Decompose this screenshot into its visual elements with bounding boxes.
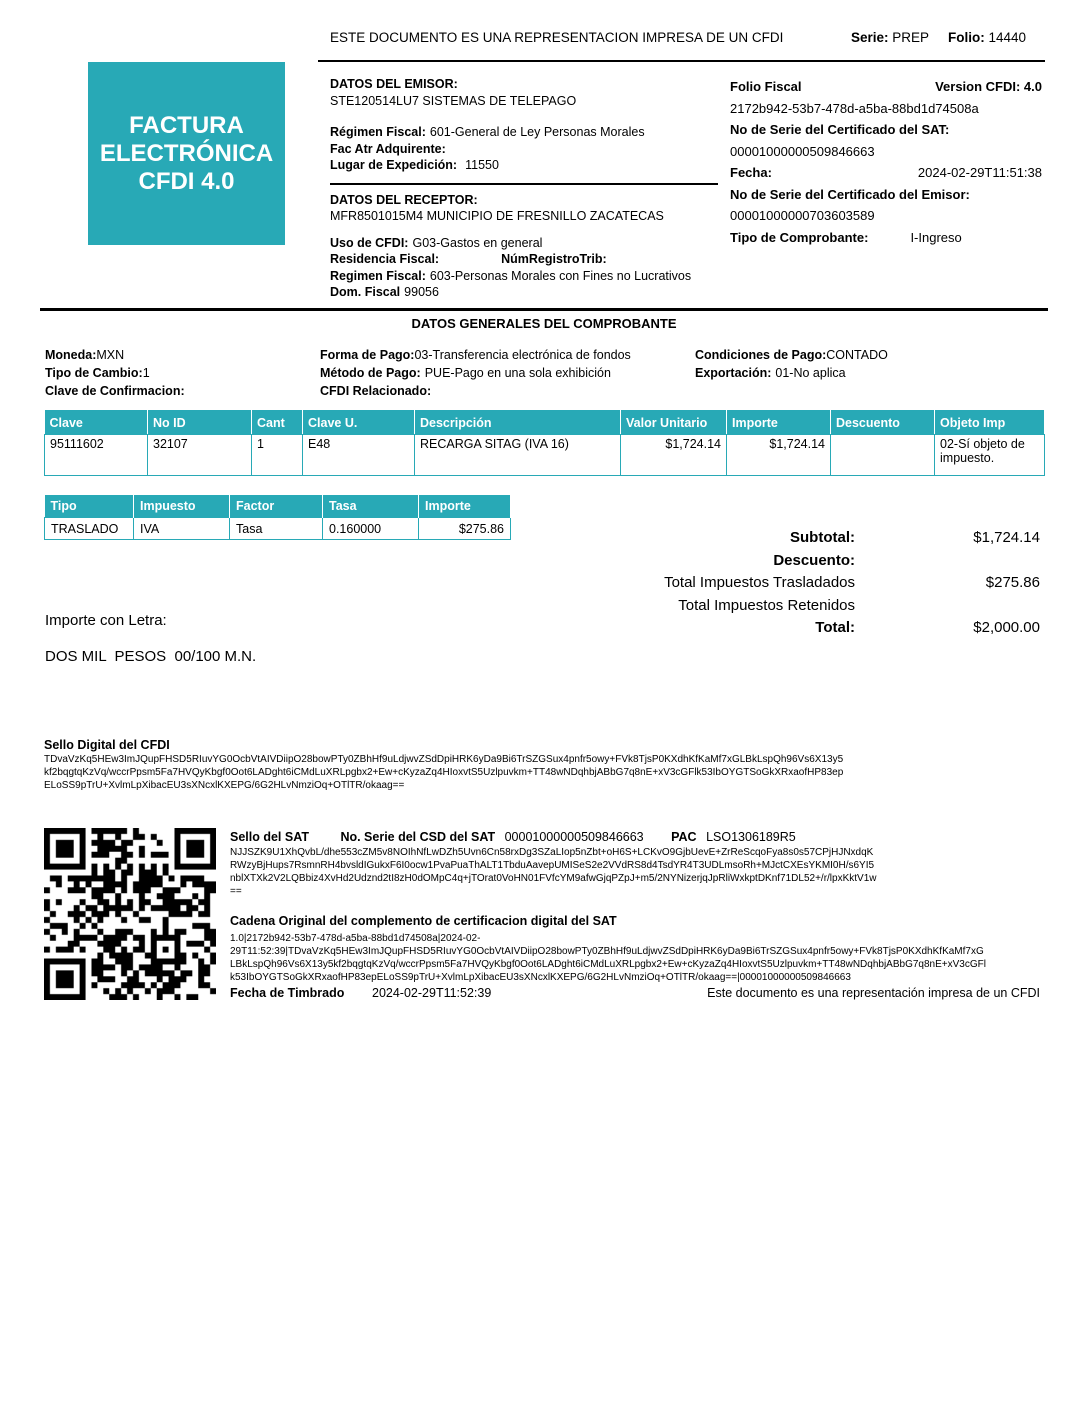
lugar-expedicion bbox=[330, 157, 718, 174]
dom-fiscal-label: Dom. Fiscal bbox=[330, 285, 401, 299]
metodo-pago-value: PUE-Pago en una sola exhibición bbox=[424, 366, 611, 380]
residencia-fiscal-label: Residencia Fiscal: bbox=[330, 252, 440, 266]
dom-fiscal-value: 99056 bbox=[404, 285, 439, 299]
sello-cfdi-line: kf2bqgtqKzVq/wccrPpsm5Fa7HVQyKbgf0Oot6LADght6iCMdLuXRLpgbx2+Ew+cKyzaZq4HIoxvtS5Uzlpuvkm+TT48wNDqhbjABbG7q8nE+xV3cGFlk53IbOYGTSoGkXRxaofHP83ep bbox=[44, 767, 844, 778]
lugar-expedicion-value: 11550 bbox=[465, 158, 499, 172]
retenidos-row bbox=[560, 595, 1040, 618]
sello-cfdi-line: TDvaVzKq5HEw3ImJQupFHSD5RIuvYG0OcbVtAIVDiipO28bowPTy0ZBhHf9uLdjwvZSdDpiHRK6yDa9Bi6TrSZGSux4pnfr5owy+FVk8TjsP0KXdhKfKaMf7xGLBkLspQh96Vs6X13y5 bbox=[44, 754, 844, 765]
sello-sat-line: RWzyBjHups7RsmnRH4bvsldIGukxF6I0ocw1PvaPuaThALT1TbduAavepUMISeS2e2VVdRS8d4TsdYR4T3UDLmsoRh+MJctCXEsYKMI0H/s6YI5 bbox=[230, 860, 875, 871]
cadena-line: 1.0|2172b942-53b7-478d-a5ba-88bd1d74508a|2024-02- bbox=[230, 933, 481, 944]
sello-cfdi-title: Sello Digital del CFDI bbox=[44, 738, 170, 752]
fecha-label: Fecha: bbox=[730, 165, 772, 180]
folio-fiscal-value: 2172b942-53b7-478d-a5ba-88bd1d74508a bbox=[730, 100, 979, 116]
cadena-line: k53IbOYGTSoGkXRxaofHP83epELoSS9pTrU+XvlmLpXibacEU3sXNcxlKXEPG/6G2HLvNmziOq+OTlTR/okaag==|00001000000509846663 bbox=[230, 972, 851, 983]
dom-fiscal bbox=[330, 284, 718, 301]
col-no-id: No ID bbox=[148, 411, 252, 435]
descuento-label: Descuento: bbox=[773, 551, 855, 569]
serie-label: Serie: bbox=[851, 30, 889, 45]
cell-descripcion: RECARGA SITAG (IVA 16) bbox=[415, 435, 621, 476]
col-importe: Importe bbox=[727, 411, 831, 435]
cell-objeto-imp: 02-Sí objeto de impuesto. bbox=[935, 435, 1045, 476]
csd-sat-label: No. Serie del CSD del SAT bbox=[340, 830, 496, 844]
col-tipo: Tipo bbox=[45, 495, 134, 518]
receptor-divider bbox=[330, 183, 718, 185]
emisor-cert-label: No de Serie del Certificado del Emisor: bbox=[730, 186, 970, 202]
emisor-receptor-column bbox=[330, 76, 718, 301]
receptor-regimen bbox=[330, 268, 718, 285]
descuento-value bbox=[855, 550, 1040, 573]
col-descuento: Descuento bbox=[831, 411, 935, 435]
tax-row bbox=[45, 518, 511, 540]
col-cant: Cant bbox=[252, 411, 303, 435]
generales-col3 bbox=[695, 346, 888, 382]
col-valor-unitario: Valor Unitario bbox=[621, 411, 727, 435]
fecha-value: 2024-02-29T11:51:38 bbox=[917, 165, 1042, 180]
col-descripcion: Descripción bbox=[415, 411, 621, 435]
subtotal-value: $1,724.14 bbox=[973, 529, 1040, 546]
sello-sat-block bbox=[230, 830, 1048, 898]
csd-sat-value: 00001000000509846663 bbox=[504, 830, 644, 844]
col-clave: Clave bbox=[45, 411, 148, 435]
fiscal-column bbox=[730, 76, 1042, 248]
trasladados-row bbox=[560, 572, 1040, 595]
tax-table bbox=[44, 495, 511, 540]
col-objeto-imp: Objeto Imp bbox=[935, 411, 1045, 435]
totals-block bbox=[560, 527, 1040, 640]
condiciones-pago-value: CONTADO bbox=[826, 348, 888, 362]
uso-cfdi-value: G03-Gastos en general bbox=[412, 235, 543, 250]
folio-label: Folio: bbox=[948, 30, 985, 45]
generales-col2 bbox=[320, 346, 631, 400]
serie-field bbox=[851, 30, 929, 45]
emisor-cert-value: 00001000000703603589 bbox=[730, 208, 875, 223]
generales-col1 bbox=[45, 346, 185, 400]
exportacion-label: Exportación: bbox=[695, 366, 772, 380]
serie-value: PREP bbox=[892, 30, 930, 45]
retenidos-value bbox=[855, 595, 1040, 618]
cell-no-id: 32107 bbox=[148, 435, 252, 476]
item-row bbox=[45, 435, 1045, 476]
sat-cert-label: No de Serie del Certificado del SAT: bbox=[730, 122, 950, 137]
descuento-row bbox=[560, 550, 1040, 573]
items-header-row bbox=[45, 411, 1045, 435]
pac-value: LSO1306189R5 bbox=[706, 830, 796, 844]
residencia-numregistro bbox=[330, 251, 718, 268]
cell-importe: $1,724.14 bbox=[727, 435, 831, 476]
sello-sat-line: NJJSZK9U1XhQvbL/dhe553cZM5v8NOIhNfLwDZh5Uvn6Cn58rxDg3SZaLIop5nZbt+oH6S+LCKvO9GjbUevE+ZrReScqoFya8s0s57CPjHJNxdqK bbox=[230, 847, 874, 858]
emisor-regimen bbox=[330, 124, 718, 141]
col-tax-importe: Importe bbox=[419, 495, 511, 518]
tax-header-row bbox=[45, 495, 511, 518]
sello-sat-line: nblXTXk2V2LQBbiz4XvHd2Udznd2tI8zH0dOMpC4q+jTOrat0VoHN01FVfcYM9afwGjqPZpJ+m5/2NYNizerjqJpRliWxkptDKnf71DL52+/r/lpxKktV1w bbox=[230, 873, 877, 884]
pac-label: PAC bbox=[671, 830, 697, 844]
condiciones-pago-label: Condiciones de Pago: bbox=[695, 348, 827, 362]
items-table bbox=[44, 410, 1045, 476]
trasladados-value: $275.86 bbox=[985, 574, 1040, 591]
col-tasa: Tasa bbox=[323, 495, 419, 518]
cell-valor-unitario: $1,724.14 bbox=[621, 435, 727, 476]
folio-value: 14440 bbox=[988, 30, 1027, 45]
badge-line-3: CFDI 4.0 bbox=[138, 167, 235, 195]
sello-cfdi-line: ELoSS9pTrU+XvlmLpXibacEU3sXNcxlKXEPG/6G2HLvNmziOq+OTlTR/okaag== bbox=[44, 780, 405, 791]
total-value: $2,000.00 bbox=[973, 619, 1040, 636]
fac-atr-label: Fac Atr Adquirente: bbox=[330, 141, 446, 156]
importe-letra-value: DOS MIL PESOS 00/100 M.N. bbox=[45, 648, 257, 665]
subtotal-row bbox=[560, 527, 1040, 550]
total-label: Total: bbox=[815, 619, 855, 636]
receptor-name: MFR8501015M4 MUNICIPIO DE FRESNILLO ZACATECAS bbox=[330, 209, 664, 223]
exportacion-value: 01-No aplica bbox=[775, 366, 846, 380]
regimen-fiscal-value: 601-General de Ley Personas Morales bbox=[429, 125, 645, 139]
forma-pago-label: Forma de Pago: bbox=[320, 348, 415, 362]
numregistrotrib-label: NúmRegistroTrib: bbox=[501, 252, 607, 266]
tipo-comprobante bbox=[730, 227, 1042, 249]
sello-sat-line: == bbox=[230, 886, 242, 897]
cadena-title: Cadena Original del complemento de certificacion digital del SAT bbox=[230, 914, 617, 928]
importe-letra-label: Importe con Letra: bbox=[45, 612, 167, 629]
cell-tax-importe: $275.86 bbox=[419, 518, 511, 540]
header-divider bbox=[318, 60, 1045, 62]
cell-descuento bbox=[831, 435, 935, 476]
subtotal-label: Subtotal: bbox=[790, 529, 855, 546]
cell-tipo: TRASLADO bbox=[45, 518, 134, 540]
receptor-regimen-label: Regimen Fiscal: bbox=[330, 268, 426, 283]
fecha-timbrado-value: 2024-02-29T11:52:39 bbox=[372, 986, 492, 1000]
tipo-cambio-value: 1 bbox=[142, 366, 150, 380]
moneda-value: MXN bbox=[96, 348, 125, 362]
fecha-timbrado-label: Fecha de Timbrado bbox=[230, 986, 345, 1000]
cadena-original-block bbox=[230, 914, 1048, 984]
sello-cfdi-block bbox=[44, 738, 1048, 792]
badge-line-2: ELECTRÓNICA bbox=[99, 139, 274, 167]
receptor-regimen-value: 603-Personas Morales con Fines no Lucrativos bbox=[429, 268, 692, 283]
tipo-comprobante-label: Tipo de Comprobante: bbox=[730, 229, 869, 245]
badge-line-1: FACTURA bbox=[129, 111, 244, 139]
generales-divider bbox=[40, 308, 1048, 311]
lugar-expedicion-label: Lugar de Expedición: bbox=[330, 158, 458, 172]
regimen-fiscal-label: Régimen Fiscal: bbox=[330, 125, 426, 139]
generales-title: DATOS GENERALES DEL COMPROBANTE bbox=[411, 316, 677, 331]
sello-sat-title: Sello del SAT bbox=[230, 830, 309, 844]
version-cfdi-label: Version CFDI: 4.0 bbox=[935, 79, 1042, 94]
cell-cant: 1 bbox=[252, 435, 303, 476]
col-impuesto: Impuesto bbox=[134, 495, 230, 518]
col-factor: Factor bbox=[230, 495, 323, 518]
receptor-title: DATOS DEL RECEPTOR: bbox=[330, 192, 478, 207]
trasladados-label: Total Impuestos Trasladados bbox=[664, 574, 855, 591]
emisor-name: STE120514LU7 SISTEMAS DE TELEPAGO bbox=[330, 93, 577, 108]
qr-code bbox=[44, 828, 216, 1000]
forma-pago-value: 03-Transferencia electrónica de fondos bbox=[414, 348, 631, 362]
top-note: ESTE DOCUMENTO ES UNA REPRESENTACION IMPRESA DE UN CFDI bbox=[330, 30, 784, 45]
cell-tasa: 0.160000 bbox=[323, 518, 419, 540]
cell-factor: Tasa bbox=[230, 518, 323, 540]
tipo-cambio-label: Tipo de Cambio: bbox=[45, 366, 143, 380]
footer-note: Este documento es una representación impresa de un CFDI bbox=[707, 986, 1040, 1000]
sat-cert-value: 00001000000509846663 bbox=[730, 143, 875, 159]
total-row bbox=[560, 617, 1040, 640]
cadena-line: 29T11:52:39|TDvaVzKq5HEw3ImJQupFHSD5RIuvYG0OcbVtAIVDiipO28bowPTy0ZBhHf9uLdjwvZSdDpiHRK6yDa9Bi6TrSZGSux4pnfr5owy+FVk8TjsP0KXdhKfKaMf7xG bbox=[230, 946, 984, 957]
factura-electronica-badge bbox=[88, 62, 285, 245]
cell-clave-u: E48 bbox=[303, 435, 415, 476]
uso-cfdi-label: Uso de CFDI: bbox=[330, 235, 409, 250]
cfdi-relacionado-label: CFDI Relacionado: bbox=[320, 384, 432, 398]
cell-clave: 95111602 bbox=[45, 435, 148, 476]
folio-field bbox=[948, 30, 1026, 45]
clave-confirmacion-label: Clave de Confirmacion: bbox=[45, 384, 185, 398]
tipo-comprobante-value: I-Ingreso bbox=[910, 229, 962, 245]
folio-fiscal-label: Folio Fiscal bbox=[730, 79, 802, 94]
metodo-pago-label: Método de Pago: bbox=[320, 366, 421, 380]
moneda-label: Moneda: bbox=[45, 348, 97, 362]
sello-sat-header bbox=[230, 830, 1048, 844]
cell-impuesto: IVA bbox=[134, 518, 230, 540]
uso-cfdi bbox=[330, 235, 718, 252]
col-clave-u: Clave U. bbox=[303, 411, 415, 435]
cadena-line: LBkLspQh96Vs6X13y5kf2bqgtqKzVq/wccrPpsm5Fa7HVQyKbgf0Oot6LADght6iCMdLuXRLpgbx2+Ew+cKyzaZq4HIoxvtS5Uzlpuvkm+TT48wNDqhbjABbG7q8nE+xV3cGFl bbox=[230, 959, 986, 970]
retenidos-label: Total Impuestos Retenidos bbox=[678, 596, 855, 614]
emisor-title: DATOS DEL EMISOR: bbox=[330, 77, 458, 91]
